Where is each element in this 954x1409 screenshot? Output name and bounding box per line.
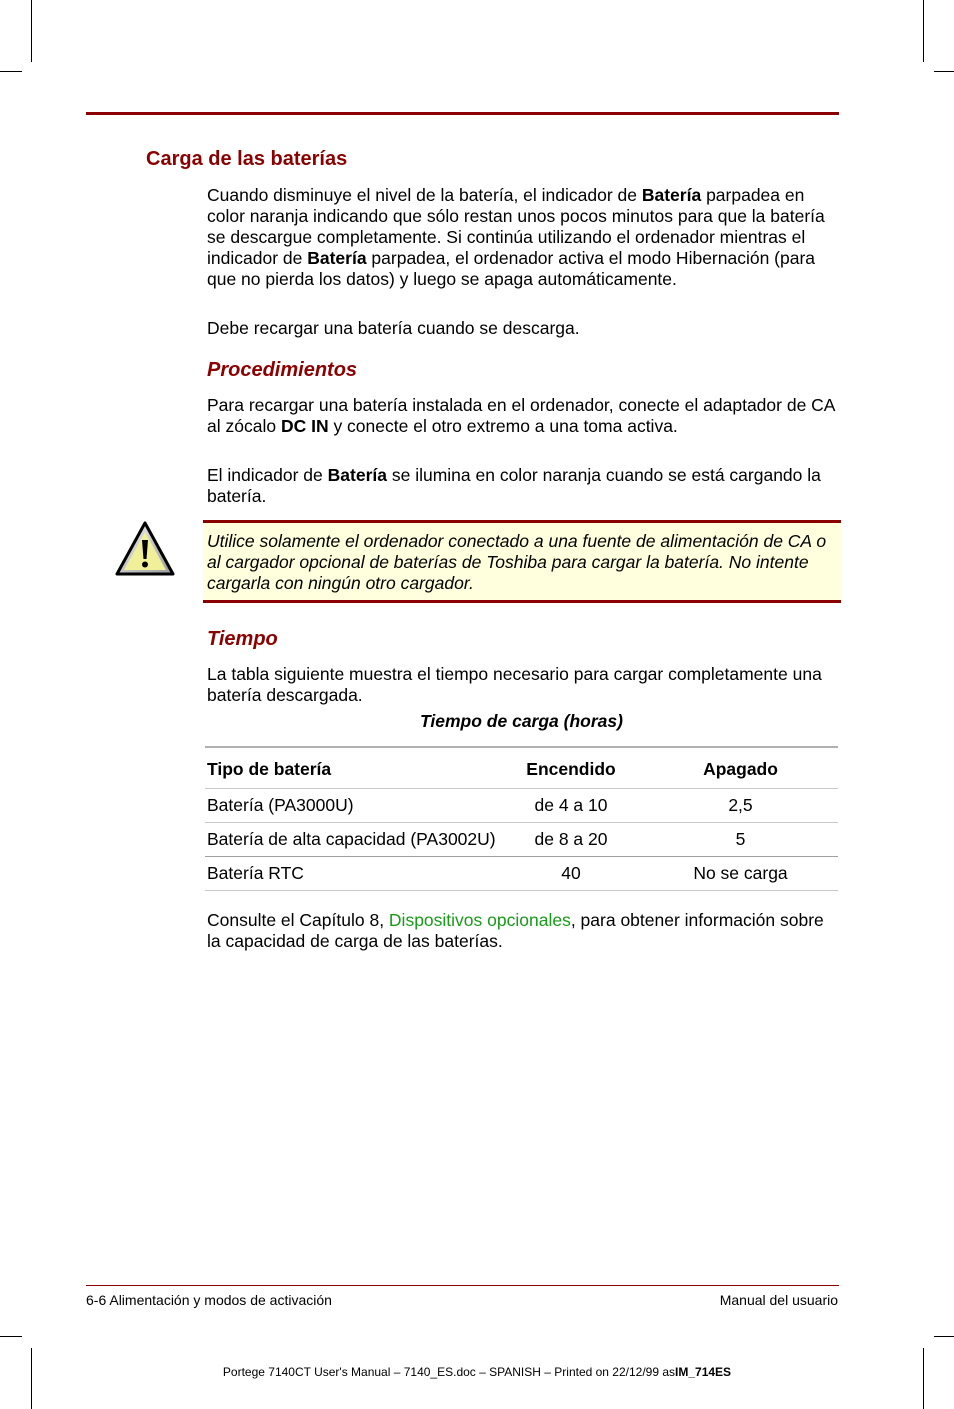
crop-mark bbox=[934, 1336, 954, 1337]
table-cell: de 8 a 20 bbox=[534, 829, 608, 849]
tiempo-intro: La tabla siguiente muestra el tiempo necesario para cargar completamente una batería descargada. bbox=[207, 664, 822, 705]
text-run: Portege 7140CT User's Manual – 7140_ES.doc – SPANISH – Printed on 22/12/99 as bbox=[222, 1365, 676, 1379]
footer-chapter: 6-6 Alimentación y modos de activación bbox=[86, 1292, 332, 1308]
table-cell: 5 bbox=[735, 829, 746, 849]
text-run: Consulte el Capítulo 8, bbox=[207, 910, 389, 930]
col-header: Tipo de batería bbox=[207, 758, 332, 779]
warning-icon bbox=[114, 520, 176, 578]
table-row bbox=[205, 857, 838, 891]
table-header-row bbox=[205, 747, 838, 789]
table-row bbox=[205, 823, 838, 857]
reference-paragraph bbox=[207, 910, 841, 952]
table-caption: Tiempo de carga (horas) bbox=[420, 711, 623, 731]
table-cell: Batería (PA3000U) bbox=[207, 795, 354, 815]
crop-mark bbox=[0, 71, 22, 72]
caution-text: Utilice solamente el ordenador conectado a una fuente de alimentación de CA o al cargador opcional de baterías de Toshiba para cargar la batería. No intente cargarla con ningún otro cargador. bbox=[207, 531, 827, 593]
procedure-paragraph bbox=[207, 395, 841, 437]
header-rule bbox=[86, 112, 839, 115]
footer-manual-title: Manual del usuario bbox=[719, 1292, 838, 1308]
crop-mark bbox=[31, 0, 32, 62]
footer-rule bbox=[86, 1285, 839, 1286]
text-run: parpadea en color naranja indicando que sólo restan unos pocos minutos para que la batería se descargue completamente. Si continúa utilizando el ordenador mientras el indicador de bbox=[207, 185, 825, 268]
table-cell: 2,5 bbox=[728, 795, 753, 815]
recharge-paragraph: Debe recargar una batería cuando se descarga. bbox=[207, 318, 580, 338]
doc-code: IM_714ES bbox=[675, 1365, 732, 1379]
crop-mark bbox=[0, 1336, 22, 1337]
col-header: Encendido bbox=[526, 758, 616, 779]
bold-term: DC IN bbox=[280, 416, 329, 436]
subheading-procedimientos: Procedimientos bbox=[207, 359, 358, 381]
table-row bbox=[205, 789, 838, 823]
text-run: Para recargar una batería instalada en el ordenador, conecte el adaptador de CA al zócalo bbox=[207, 395, 835, 436]
text-run: , para obtener información sobre la capacidad de carga de las baterías. bbox=[207, 910, 824, 951]
indicator-paragraph bbox=[207, 465, 841, 507]
subheading-tiempo: Tiempo bbox=[207, 628, 278, 650]
caution-note bbox=[203, 520, 841, 603]
table-cell: Batería RTC bbox=[207, 863, 304, 883]
chapter-link[interactable]: Dispositivos opcionales bbox=[388, 910, 571, 930]
text-run: y conecte el otro extremo a una toma activa. bbox=[328, 416, 678, 436]
table-cell: No se carga bbox=[693, 863, 788, 883]
text-run: parpadea, el ordenador activa el modo Hibernación (para que no pierda los datos) y luego se apaga automáticamente. bbox=[207, 248, 816, 289]
section-heading: Carga de las baterías bbox=[146, 148, 348, 170]
crop-mark bbox=[923, 0, 924, 62]
charge-time-table bbox=[205, 746, 838, 891]
bold-term: Batería bbox=[641, 185, 702, 205]
bold-term: Batería bbox=[307, 248, 367, 268]
intro-paragraph bbox=[207, 185, 841, 290]
table-cell: de 4 a 10 bbox=[534, 795, 608, 815]
print-info bbox=[0, 1365, 954, 1379]
text-run: se ilumina en color naranja cuando se está cargando la batería. bbox=[207, 465, 821, 506]
text-run: Cuando disminuye el nivel de la batería, el indicador de bbox=[207, 185, 642, 205]
table-cell: Batería de alta capacidad (PA3002U) bbox=[207, 829, 496, 849]
col-header: Apagado bbox=[703, 758, 778, 779]
table-cell: 40 bbox=[561, 863, 581, 883]
crop-mark bbox=[934, 71, 954, 72]
bold-term: Batería bbox=[327, 465, 387, 485]
text-run: El indicador de bbox=[207, 465, 328, 485]
